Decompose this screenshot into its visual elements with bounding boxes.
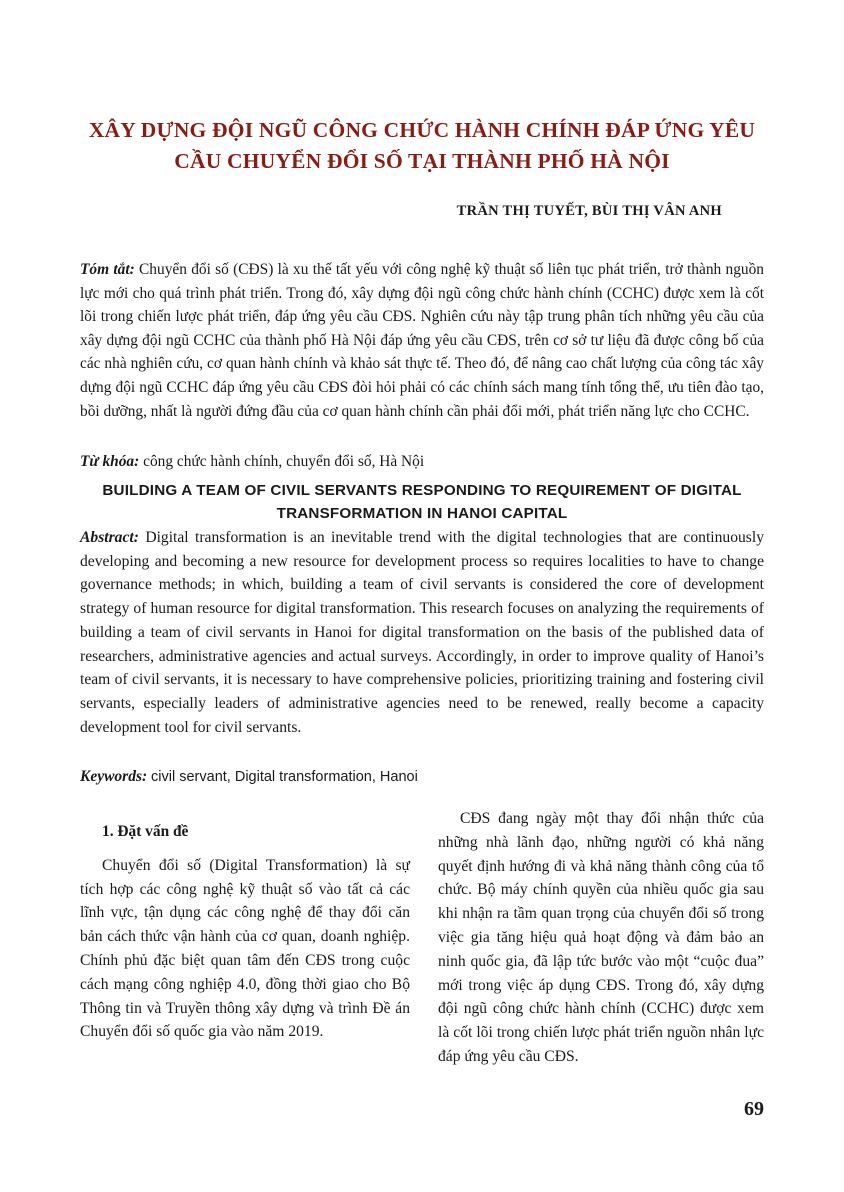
article-title-vietnamese: XÂY DỰNG ĐỘI NGŨ CÔNG CHỨC HÀNH CHÍNH ĐÁP ỨNG YÊU CẦU CHUYỂN ĐỔI SỐ TẠI THÀNH PHỐ HÀ NỘI — [88, 118, 756, 173]
keywords-vi-label: Từ khóa: — [80, 453, 140, 470]
keywords-en-text: civil servant, Digital transformation, Hanoi — [151, 769, 418, 785]
body-column-right — [438, 807, 764, 1069]
keywords-english — [80, 765, 418, 789]
section-heading: 1. Đặt vấn đề — [102, 823, 189, 840]
abstract-vi-text: Chuyển đổi số (CĐS) là xu thế tất yếu với công nghệ kỹ thuật số liên tục phát triển, trở thành nguồn lực mới cho quá trình phát triển. Trong đó, xây dựng đội ngũ công chức hành chính (CCHC) được xem là cốt lõi trong chiến lược phát triển, đáp ứng yêu cầu CĐS. Nghiên cứu này tập trung phân tích những yêu cầu của xây dựng đội ngũ CCHC của thành phố Hà Nội đáp ứng yêu cầu CĐS, trên cơ sở tư liệu đã được công bố của các nhà nghiên cứu, cơ quan hành chính và khảo sát thực tế. Theo đó, để nâng cao chất lượng của công tác xây dựng đội ngũ CCHC đáp ứng yêu cầu CĐS đòi hỏi phải có các chính sách mang tính tổng thể, ưu tiên đào tạo, bồi dưỡng, nhất là người đứng đầu của cơ quan hành chính cần phải đổi mới, phát triển năng lực cho CCHC. — [80, 261, 764, 420]
body-paragraph-left: Chuyển đổi số (Digital Transformation) là sự tích hợp các công nghệ kỹ thuật số vào tất cả các lĩnh vực, tận dụng các công nghệ để thay đổi căn bản cách thức vận hành của cơ quan, doanh nghiệp. Chính phủ đặc biệt quan tâm đến CĐS trong cuộc cách mạng công nghiệp 4.0, đồng thời giao cho Bộ Thông tin và Truyền thông xây dựng và trình Đề án Chuyển đổi số quốc gia vào năm 2019. — [80, 856, 410, 1041]
abstract-en-label: Abstract: — [80, 529, 139, 546]
abstract-en-text: Digital transformation is an inevitable trend with the digital technologies that are continuously developing and becoming a new resource for development process so requires localities to have to change governance methods; in which, building a team of civil servants is considered the core of development strategy of human resource for digital transformation. This research focuses on analyzing the requirements of building a team of civil servants in Hanoi for digital transformation on the basis of the published data of researchers, administrative agencies and actual surveys. Accordingly, in order to improve quality of Hanoi’s team of civil servants, it is necessary to have comprehensive policies, prioritizing training and fostering civil servants, especially leaders of administrative agencies need to be renewed, really become a capacity development tool for civil servants. — [80, 529, 764, 736]
abstract-english — [80, 526, 764, 739]
article-title-english: BUILDING A TEAM OF CIVIL SERVANTS RESPONDING TO REQUIREMENT OF DIGITAL TRANSFORMATION IN HANOI CAPITAL — [102, 482, 742, 522]
keywords-vi-text: công chức hành chính, chuyển đổi số, Hà Nội — [143, 453, 425, 470]
keywords-en-label: Keywords: — [80, 768, 148, 785]
keywords-vietnamese — [80, 450, 424, 473]
abstract-vietnamese — [80, 258, 764, 423]
body-paragraph-right: CĐS đang ngày một thay đổi nhận thức của những nhà lãnh đạo, những người có khả năng quyết định hướng đi và khả năng thành công của tổ chức. Bộ máy chính quyền của nhiều quốc gia sau khi nhận ra tầm quan trọng của chuyển đổi số trong việc gia tăng hiệu quả hoạt động và đảm bảo an ninh quốc gia, đã lập tức bước vào một “cuộc đua” mới trong việc áp dụng CĐS. Trong đó, xây dựng đội ngũ công chức hành chính (CCHC) được xem là cốt lõi trong chiến lược phát triển nguồn nhân lực đáp ứng yêu cầu CĐS. — [438, 810, 764, 1065]
body-column-left — [80, 820, 410, 1044]
article-authors: TRẦN THỊ TUYẾT, BÙI THỊ VÂN ANH — [456, 203, 722, 219]
abstract-vi-label: Tóm tắt: — [80, 261, 135, 278]
page-number: 69 — [744, 1098, 764, 1120]
